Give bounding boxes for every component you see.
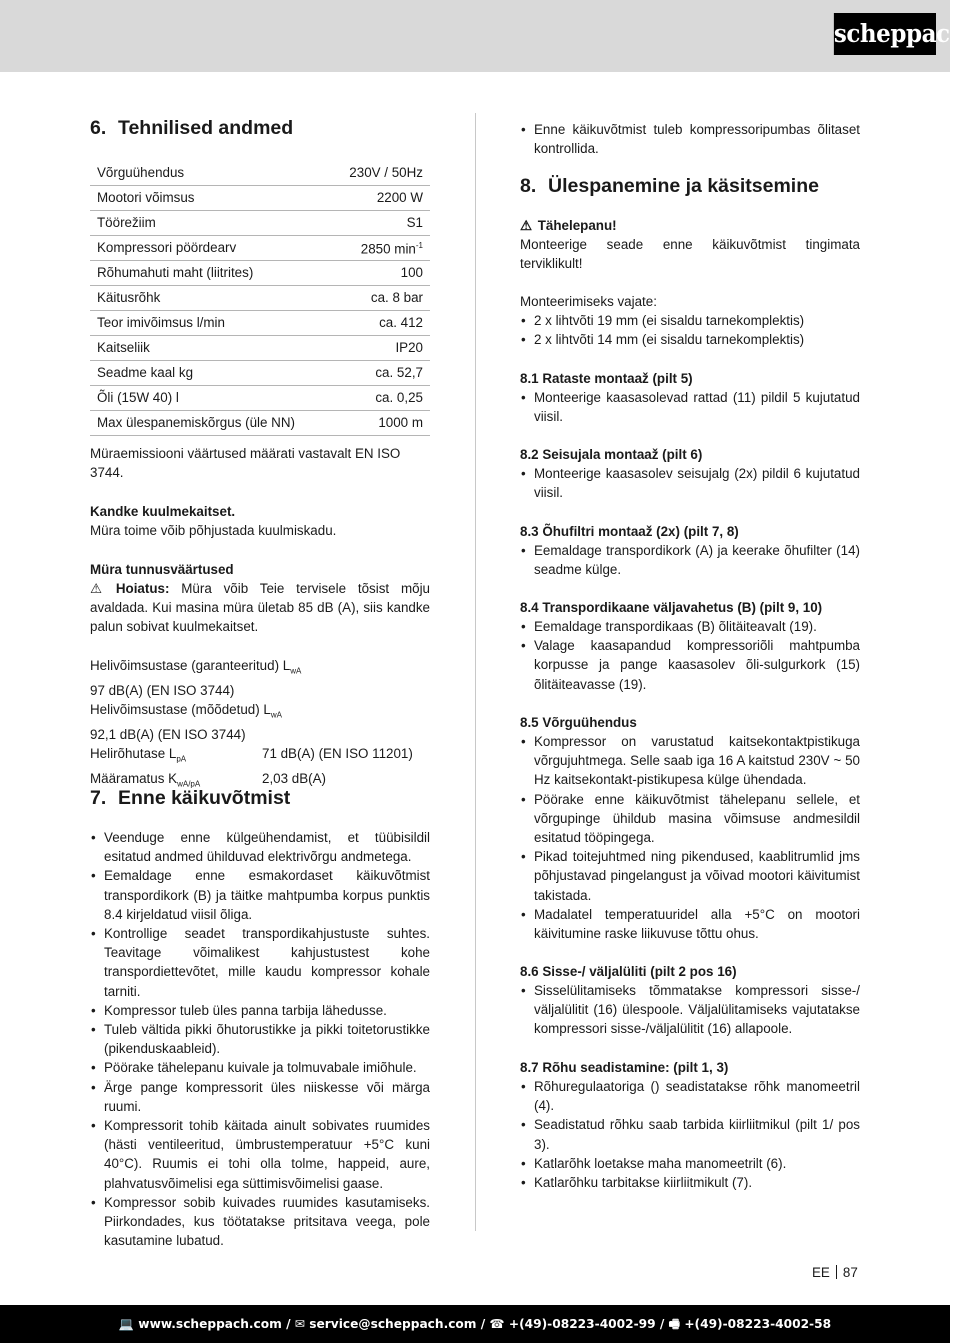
- list-item: • Enne käikuvõtmist tuleb kompressoripumbas õlitaset kontrollida.: [520, 120, 860, 158]
- tools-intro: Monteerimiseks vajate:: [520, 294, 657, 309]
- noise-values: Helivõimsustase (garanteeritud) $L_{wA}$ 97 dB(A) (EN ISO 3744) Helivõimsustase (mõõdetud) $L_{wA}$ 92,1 dB(A) (EN ISO 3744) Helirõhutase $L_{pA}$ 71 dB(A) (EN ISO 11201) Määramatus $K_{wA/pA}$ 2,03 dB(A): [90, 658, 413, 789]
- list-item: • Valage kaasapandud kompressoriõli mahtpumba korpusse ja pange kaasasolev õli-sulgurkork (15) õlitäiteavasse (19).: [520, 636, 860, 694]
- ear-protection-text: Müra toime võib põhjustada kuulmiskadu.: [90, 523, 337, 538]
- spec-value: IP20: [330, 336, 430, 361]
- spec-value: 100: [330, 261, 430, 286]
- spec-label: Mootori võimsus: [90, 186, 330, 211]
- warning-icon: ⚠: [90, 581, 103, 596]
- spec-row: [90, 161, 430, 186]
- spec-row: [90, 211, 430, 236]
- sub-8-2-title: 8.2 Seisujala montaaž (pilt 6): [520, 447, 703, 462]
- spec-label: Rõhumahuti maht (liitrites): [90, 261, 330, 286]
- noise-warning: ⚠ Hoiatus: Müra võib Teie tervisele tõsist mõju avaldada. Kui masina müra ületab 85 dB (A), siis kandke palun sobivat kuulmekaitset.: [90, 581, 430, 635]
- spec-label: Max ülespanemiskõrgus (üle NN): [90, 411, 330, 436]
- column-divider: [475, 113, 476, 1231]
- attention-text: Monteerige seade enne käikuvõtmist tingimata terviklikult!: [520, 237, 860, 272]
- spec-label: Käitusrõhk: [90, 286, 330, 311]
- list-item: • Kompressorit tohib käitada ainult sobivates ruumides (hästi ventileeritud, ümbrustemperatuur +5°C kuni 40°C). Ruumis ei tohi olla tolme, happeid, aure, plahvatusvõimelisi ega süttimisvõimelisi gaase.: [90, 1116, 430, 1193]
- list-item: • Tuleb vältida pikki õhutorustikke ja pikki toitetorustikke (pikenduskaableid).: [90, 1020, 430, 1058]
- page-number: EE 87: [812, 1265, 858, 1280]
- sub-8-7-title: 8.7 Rõhu seadistamine: (pilt 1, 3): [520, 1060, 729, 1075]
- sub-8-2-list: [520, 464, 860, 502]
- spec-value: ca. 8 bar: [330, 286, 430, 311]
- spec-value: ca. 412: [330, 311, 430, 336]
- list-item: • Katlarõhku tarbitakse kiirliitmikult (7).: [520, 1173, 860, 1192]
- list-item: • Pikad toitejuhtmed ning pikendused, kaablitrumlid jms põhjustavad pingelangust ja võivad mootori käivitumist takistada.: [520, 847, 860, 905]
- section-6-heading: 6. Tehnilised andmed: [90, 117, 294, 139]
- spec-value: 1000 m: [330, 411, 430, 436]
- spec-row: [90, 386, 430, 411]
- oil-check-list: [520, 120, 860, 158]
- spec-label: Võrguühendus: [90, 161, 330, 186]
- list-item: • Eemaldage enne esmakordaset käikuvõtmist transpordikork (B) ja täitke mahtpumba korpus punktis 8.4 kirjeldatud viisil õliga.: [90, 866, 430, 924]
- noise-values-title: Müra tunnusväärtused: [90, 562, 234, 577]
- sub-8-3-title: 8.3 Õhufiltri montaaž (2x) (pilt 7, 8): [520, 524, 739, 539]
- list-item: • Veenduge enne külgeühendamist, et tüübisildil esitatud andmed ühilduvad elektrivõrgu andmetega.: [90, 828, 430, 866]
- page-header: [0, 0, 966, 72]
- sub-8-6-title: 8.6 Sisse-/ väljalüliti (pilt 2 pos 16): [520, 964, 737, 979]
- sub-8-4-title: 8.4 Transpordikaane väljavahetus (B) (pilt 9, 10): [520, 600, 823, 615]
- list-item: • Eemaldage transpordikork (A) ja keerake õhufilter (14) seadme külge.: [520, 541, 860, 579]
- spec-row: [90, 286, 430, 311]
- sub-8-3-list: [520, 541, 860, 579]
- spec-row: [90, 236, 430, 261]
- spec-value: 2200 W: [330, 186, 430, 211]
- list-item: • 2 x lihtvõti 19 mm (ei sisaldu tarnekomplektis): [520, 311, 860, 330]
- sub-8-5-list: [520, 732, 860, 943]
- spec-row: [90, 411, 430, 436]
- list-item: • Eemaldage transpordikaas (B) õlitäiteavalt (19).: [520, 617, 860, 636]
- sub-8-4-list: [520, 617, 860, 694]
- sub-8-5-title: 8.5 Võrguühendus: [520, 715, 637, 730]
- list-item: • Katlarõhk loetakse maha manomeetrilt (6).: [520, 1154, 860, 1173]
- spec-row: [90, 336, 430, 361]
- spec-label: Kompressori pöördearv: [90, 236, 330, 261]
- sub-8-1-list: [520, 388, 860, 426]
- sub-8-6-list: [520, 981, 860, 1039]
- spec-row: [90, 311, 430, 336]
- spec-value: S1: [330, 211, 430, 236]
- spec-row: [90, 361, 430, 386]
- ear-protection-title: Kandke kuulmekaitset.: [90, 504, 236, 519]
- spec-label: Töörežiim: [90, 211, 330, 236]
- attention-title: ⚠ Tähelepanu!: [520, 216, 860, 235]
- spec-row: [90, 186, 430, 211]
- list-item: • Pöörake tähelepanu kuivale ja tolmuvabale imiõhule.: [90, 1058, 430, 1077]
- tools-list: [520, 311, 860, 349]
- section-7-heading: 7. Enne käikuvõtmist: [90, 787, 291, 809]
- sub-8-7-list: [520, 1077, 860, 1192]
- list-item: • Madalatel temperatuuridel alla +5°C on mootori käivitumine raske liikuvuse tõttu ohus.: [520, 905, 860, 943]
- spec-value: ca. 0,25: [330, 386, 430, 411]
- list-item: • Kompressor on varustatud kaitsekontaktpistikuga võrgujuhtmega. Selle saab iga 16 A kaitstud 230V ~ 50 Hz kaitsekontakt-pistikupesa külge ühendada.: [520, 732, 860, 790]
- warning-icon: ⚠: [520, 218, 533, 233]
- list-item: • Ärge pange kompressorit üles niiskesse või märga ruumi.: [90, 1078, 430, 1116]
- list-item: • Rõhuregulaatoriga () seadistatakse rõhk manomeetril (4).: [520, 1077, 860, 1115]
- list-item: • Kompressor tuleb üles panna tarbija lähedusse.: [90, 1001, 430, 1020]
- section-7-list: [90, 828, 430, 1250]
- list-item: • Monteerige kaasasolev seisujalg (2x) pildil 6 kujutatud viisil.: [520, 464, 860, 502]
- section-8-heading: 8. Ülespanemine ja käsitsemine: [520, 175, 819, 197]
- spec-label: Seadme kaal kg: [90, 361, 330, 386]
- list-item: • Pöörake enne käikuvõtmist tähelepanu sellele, et võrgupinge ühildub masina võimsuse andmesildil esitatud tööpingega.: [520, 790, 860, 848]
- list-item: • 2 x lihtvõti 14 mm (ei sisaldu tarnekomplektis): [520, 330, 860, 349]
- list-item: • Kompressor sobib kuivades ruumides kasutamiseks. Piirkondades, kus töötatakse pritsitava veega, pole kasutamine lubatud.: [90, 1193, 430, 1251]
- spec-value: 2850 $\min^{-1}$: [330, 236, 430, 261]
- noise-intro: Müraemissiooni väärtused määrati vastavalt EN ISO 3744.: [90, 446, 401, 481]
- list-item: • Monteerige kaasasolevad rattad (11) pildil 5 kujutatud viisil.: [520, 388, 860, 426]
- spec-label: Kaitseliik: [90, 336, 330, 361]
- list-item: • Seadistatud rõhku saab tarbida kiirliitmikul (pilt 1/ pos 3).: [520, 1115, 860, 1153]
- specs-table: [90, 161, 430, 436]
- page-footer: 💻 www.scheppach.com / ✉ service@scheppach.com / ☎ +(49)-08223-4002-99 / 🖷 +(49)-08223-4002-58: [0, 1305, 950, 1343]
- list-item: • Sisselülitamiseks tõmmatakse kompressori sisse-/ väljalülitit (16) ülespoole. Väljalülitamiseks vajutatakse kompressori sisse-/väljalülitit (16) allapoole.: [520, 981, 860, 1039]
- spec-row: [90, 261, 430, 286]
- sub-8-1-title: 8.1 Rataste montaaž (pilt 5): [520, 371, 693, 386]
- spec-value: ca. 52,7: [330, 361, 430, 386]
- spec-value: 230V / 50Hz: [330, 161, 430, 186]
- list-item: • Kontrollige seadet transpordikahjustuste suhtes. Teavitage võimalikest kahjustustest kohe transpordiettevõtet, mille kaudu kompressor kohale tarniti.: [90, 924, 430, 1001]
- spec-label: Teor imivõimsus l/min: [90, 311, 330, 336]
- brand-logo: scheppach: [834, 13, 936, 55]
- spec-label: Õli (15W 40) l: [90, 386, 330, 411]
